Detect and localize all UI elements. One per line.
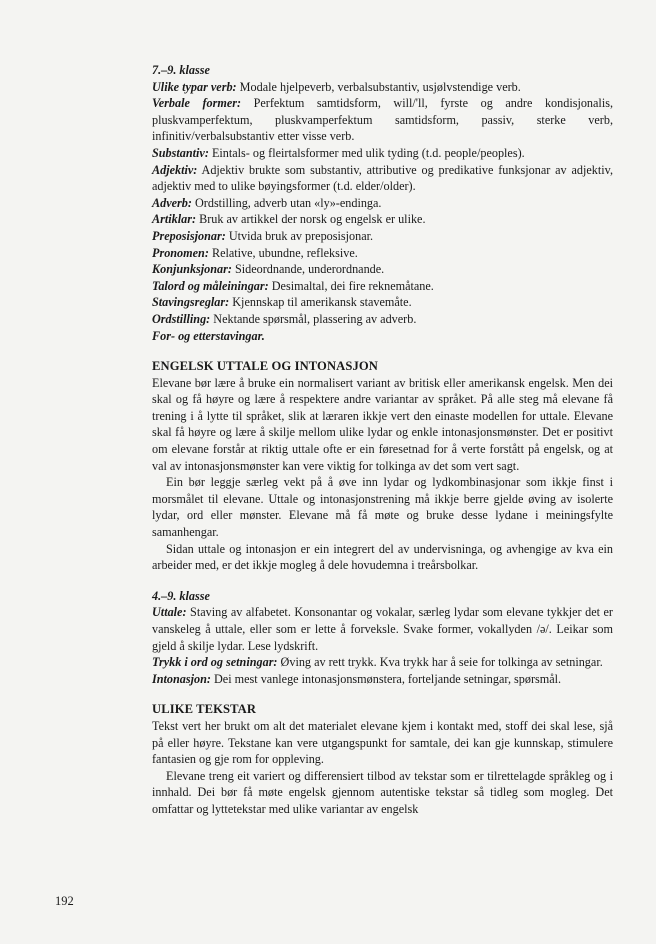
list-item: Verbale former: Perfektum samtidsform, will/'ll, fyrste og andre kondisjonalis, pluskvamperfektum, pluskvamperfektum samtidsform, passiv, sterke verb, infinitiv/verbalsubstantiv etter visse verb.	[152, 96, 613, 144]
list-item: For- og etterstavingar.	[152, 328, 265, 343]
list-item: Talord og måleiningar: Desimaltal, dei fire reknemåtane.	[152, 278, 434, 293]
grammar-list-7-9	[152, 79, 613, 345]
list-item: Ulike typar verb: Modale hjelpeverb, verbalsubstantiv, usjølvstendige verb.	[152, 79, 521, 94]
pronunciation-list-4-9	[152, 604, 613, 687]
list-item: Konjunksjonar: Sideordnande, underordnande.	[152, 262, 385, 277]
list-item: Adjektiv: Adjektiv brukte som substantiv, attributive og predikative funksjonar av adjektiv, adjektiv med to ulike bøyingsformer (t.d. elder/older).	[152, 162, 613, 194]
body-paragraph: Tekst vert her brukt om alt det materialet elevane kjem i kontakt med, stoff dei skal lese, sjå på eller høyre. Tekstane kan vere utgangspunkt for samtale, dei kan gje kunnskap, stimulere fantasien og gje rom for oppleving.	[152, 718, 613, 767]
section-heading-tekstar: ULIKE TEKSTAR	[152, 702, 257, 717]
section-title-7-9: 7.–9. klasse	[152, 63, 210, 77]
body-paragraph: Ein bør leggje særleg vekt på å øve inn lydar og lydkombinasjonar som ikkje finst i morsmålet til elevane. Uttale og intonasjonstrening må ikkje berre gjelde øving av isolerte lydar, ord eller mønster. Elevane må få møte og bruke desse lydane i meiningsfylte samanhengar.	[152, 475, 613, 540]
list-item: Artiklar: Bruk av artikkel der norsk og engelsk er ulike.	[152, 212, 426, 227]
list-item: Uttale: Staving av alfabetet. Konsonantar og vokalar, særleg lydar som elevane tykkjer det er vanskeleg å uttale, eller som er lette å forveksle. Svake former, vokallyden /ə/. Leikar som gjeld å skilje lydar. Lese lydskrift.	[152, 605, 613, 653]
body-paragraph: Elevane treng eit variert og differensiert tilbod av tekstar som er tilrettelagde språkleg og i innhald. Dei bør få møte engelsk gjennom autentiske tekstar så tidleg som mogleg. Det omfattar og lyttetekstar med ulike variantar av engelsk	[152, 768, 613, 816]
body-paragraph: Sidan uttale og intonasjon er ein integrert del av undervisninga, og avhengige av kva ein arbeider med, er det ikkje mogleg å dele hovudemna i treårsbolkar.	[152, 541, 613, 573]
section-heading-uttale: ENGELSK UTTALE OG INTONASJON	[152, 359, 378, 374]
list-item: Ordstilling: Nektande spørsmål, plassering av adverb.	[152, 311, 417, 326]
page-content	[152, 62, 613, 818]
list-item: Adverb: Ordstilling, adverb utan «ly»-endinga.	[152, 195, 382, 210]
list-item: Preposisjonar: Utvida bruk av preposisjonar.	[152, 228, 374, 243]
list-item: Stavingsreglar: Kjennskap til amerikansk stavemåte.	[152, 295, 412, 310]
list-item: Trykk i ord og setningar: Øving av rett trykk. Kva trykk har å seie for tolkinga av setningar.	[152, 655, 603, 670]
list-item: Intonasjon: Dei mest vanlege intonasjonsmønstera, forteljande setningar, spørsmål.	[152, 671, 562, 686]
list-item: Substantiv: Eintals- og fleirtalsformer med ulik tyding (t.d. people/peoples).	[152, 145, 525, 160]
body-paragraph: Elevane bør lære å bruke ein normalisert variant av britisk eller amerikansk engelsk. Men dei skal og få høyre og lære å respektere andre variantar av språket. På alle steg må elevane få trening i å lytte til språket, slik at læraren ikkje vert den einaste modellen for uttale. Elevane skal få høyre og lære å skilje mellom ulike lydar og enkle intonasjonsmønster. Det er positivt om elevane forstår at riktig uttale ofte er ein føresetnad for å verte forstått på engelsk, og at val av intonasjonsmønster kan vere viktig for tolkinga av det som vert sagt.	[152, 375, 613, 473]
section-title-4-9: 4.–9. klasse	[152, 588, 210, 603]
page-number: 192	[55, 894, 74, 908]
list-item: Pronomen: Relative, ubundne, refleksive.	[152, 245, 358, 260]
